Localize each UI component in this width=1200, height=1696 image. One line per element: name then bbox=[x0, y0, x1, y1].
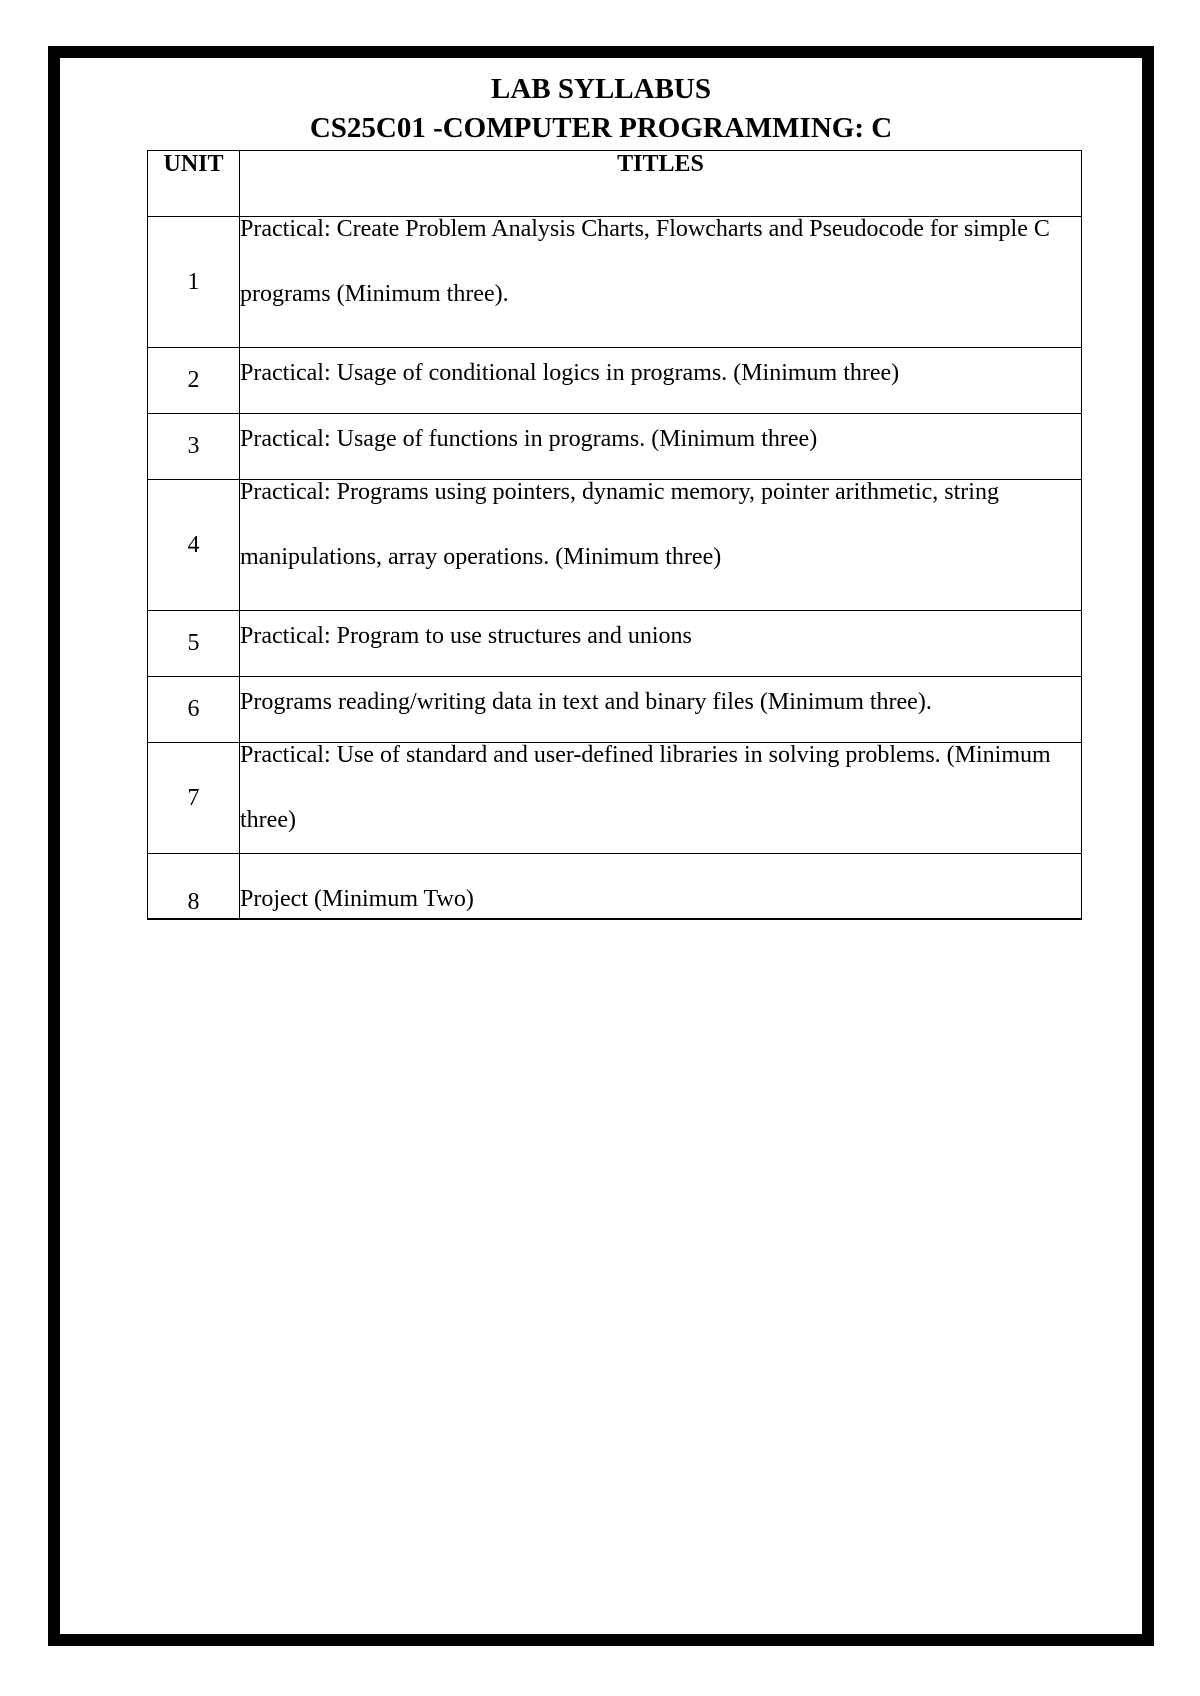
unit-title-cell bbox=[240, 854, 1082, 919]
course-title: CS25C01 -COMPUTER PROGRAMMING: C bbox=[309, 112, 893, 144]
unit-column-header: UNIT bbox=[148, 151, 240, 217]
unit-title: Project (Minimum Two) bbox=[240, 885, 474, 912]
table-row bbox=[148, 217, 1082, 348]
table-row bbox=[148, 611, 1082, 677]
unit-title: Practical: Usage of conditional logics in programs. (Minimum three) bbox=[240, 360, 900, 386]
unit-title: Practical: Usage of functions in programs. (Minimum three) bbox=[240, 426, 818, 452]
table-row bbox=[148, 480, 1082, 611]
unit-number: 5 bbox=[148, 611, 240, 677]
unit-title: Practical: Programs using pointers, dynamic memory, pointer arithmetic, string manipulations, array operations. (Minimum three) bbox=[240, 479, 999, 570]
unit-title-cell bbox=[240, 348, 1082, 414]
unit-number: 6 bbox=[148, 677, 240, 743]
syllabus-table bbox=[147, 150, 1082, 920]
titles-column-header: TITLES bbox=[240, 151, 1082, 217]
unit-title-cell bbox=[240, 611, 1082, 677]
unit-number: 3 bbox=[148, 414, 240, 480]
unit-title-cell bbox=[240, 217, 1082, 348]
unit-title-cell bbox=[240, 743, 1082, 854]
unit-number: 4 bbox=[148, 480, 240, 611]
table-row bbox=[148, 348, 1082, 414]
unit-number: 8 bbox=[148, 854, 240, 919]
document-heading: LAB SYLLABUS bbox=[491, 73, 711, 105]
unit-number: 1 bbox=[148, 217, 240, 348]
unit-number: 7 bbox=[148, 743, 240, 854]
unit-title: Practical: Create Problem Analysis Charts, Flowcharts and Pseudocode for simple C programs (Minimum three). bbox=[240, 216, 1050, 307]
unit-title-cell bbox=[240, 480, 1082, 611]
unit-title: Programs reading/writing data in text and binary files (Minimum three). bbox=[240, 689, 932, 715]
unit-title: Practical: Program to use structures and unions bbox=[240, 623, 692, 649]
unit-number: 2 bbox=[148, 348, 240, 414]
unit-title: Practical: Use of standard and user-defined libraries in solving problems. (Minimum three) bbox=[240, 742, 1051, 833]
table-row bbox=[148, 854, 1082, 919]
table-row bbox=[148, 743, 1082, 854]
